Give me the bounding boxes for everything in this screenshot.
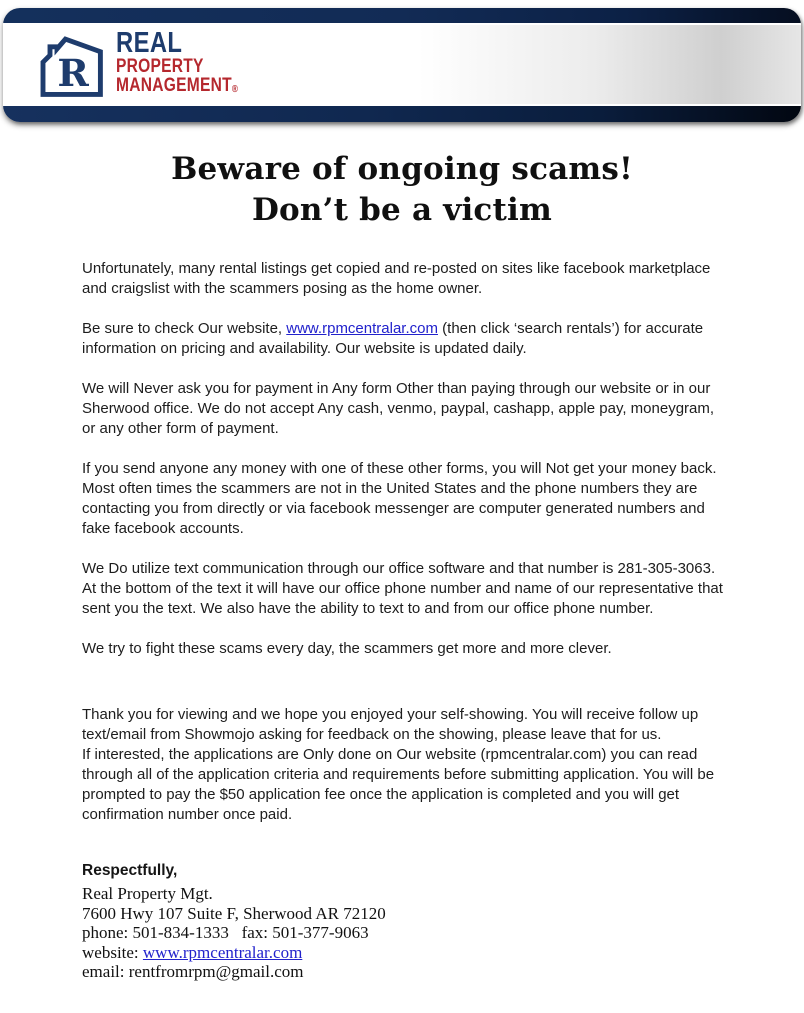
page-title (0, 149, 804, 231)
email-label: email: (82, 962, 129, 981)
rpm-logo (33, 28, 279, 102)
letter-body (82, 259, 730, 982)
paragraph-fight-scams: We try to fight these scams every day, the scammers get more and more clever. (82, 640, 612, 657)
logo-letter-r: R (57, 50, 89, 95)
signature-email-line (82, 962, 730, 982)
logo-word-management: MANAGEMENT® (116, 74, 239, 96)
banner-bottom-stripe (3, 106, 801, 122)
title-line-1: Beware of ongoing scams! (171, 151, 633, 187)
paragraph-thank-you: Thank you for viewing and we hope you enjoyed your self-showing. You will receive follow up text/email from Showmojo asking for feedback on the showing, please leave that for us. (82, 706, 699, 743)
signature-phone-fax: phone: 501-834-1333 fax: 501-377-9063 (82, 923, 369, 942)
paragraph-check-website-post: (then click ‘search rentals’) for accurate information on pricing and availability. Our website is updated daily. (82, 320, 704, 357)
paragraph-applications: If interested, the applications are Only done on Our website (rpmcentralar.com) you can read through all of the application criteria and requirements before submitting application. You will be prompted to pay the $50 application fee once the application is completed and you will get confirmation number once paid. (82, 746, 715, 823)
signature-website-line (82, 943, 730, 963)
title-line-2: Don’t be a victim (251, 192, 553, 228)
paragraph-listings-copied: Unfortunately, many rental listings get copied and re-posted on sites like facebook marketplace and craigslist with the scammers posing as the home owner. (82, 260, 711, 297)
house-r-icon (35, 30, 107, 100)
signature-block (82, 861, 730, 982)
paragraph-check-website-pre: Be sure to check Our website, (82, 320, 287, 337)
logo-wordmark (116, 26, 265, 100)
signature-salutation: Respectfully, (82, 862, 178, 879)
paragraph-money-not-returned: If you send anyone any money with one of these other forms, you will Not get your money back. Most often times the scammers are not in the United States and the phone numbers they are contacting you from directly or via facebook messenger are computer generated numbers and fake facebook accounts. (82, 460, 717, 537)
paragraph-check-website (82, 319, 730, 359)
signature-address: 7600 Hwy 107 Suite F, Sherwood AR 72120 (82, 903, 386, 923)
signature-company: Real Property Mgt. (82, 884, 213, 903)
logo-word-real: REAL (116, 26, 183, 59)
rpmcentralar-link[interactable]: www.rpmcentralar.com (286, 320, 438, 337)
website-label: website: (82, 942, 143, 962)
signature-website-link[interactable]: www.rpmcentralar.com (142, 942, 303, 962)
banner-middle-stripe (3, 23, 801, 106)
header-banner (3, 8, 801, 122)
registered-trademark-symbol: ® (231, 83, 239, 95)
paragraph-text-communication: We Do utilize text communication through our office software and that number is 281-305-3063. At the bottom of the text it will have our office phone number and name of our representative that sent you the text. We also have the ability to text to and from our office phone number. (82, 560, 723, 617)
banner-top-stripe (3, 8, 801, 23)
logo-word-property: PROPERTY (116, 55, 204, 77)
paragraph-never-ask-payment: We will Never ask you for payment in Any form Other than paying through our website or in our Sherwood office. We do not accept Any cash, venmo, paypal, cashapp, apple pay, moneygram, or any other form of payment. (82, 380, 715, 437)
signature-email-address: rentfromrpm@gmail.com (128, 962, 304, 981)
